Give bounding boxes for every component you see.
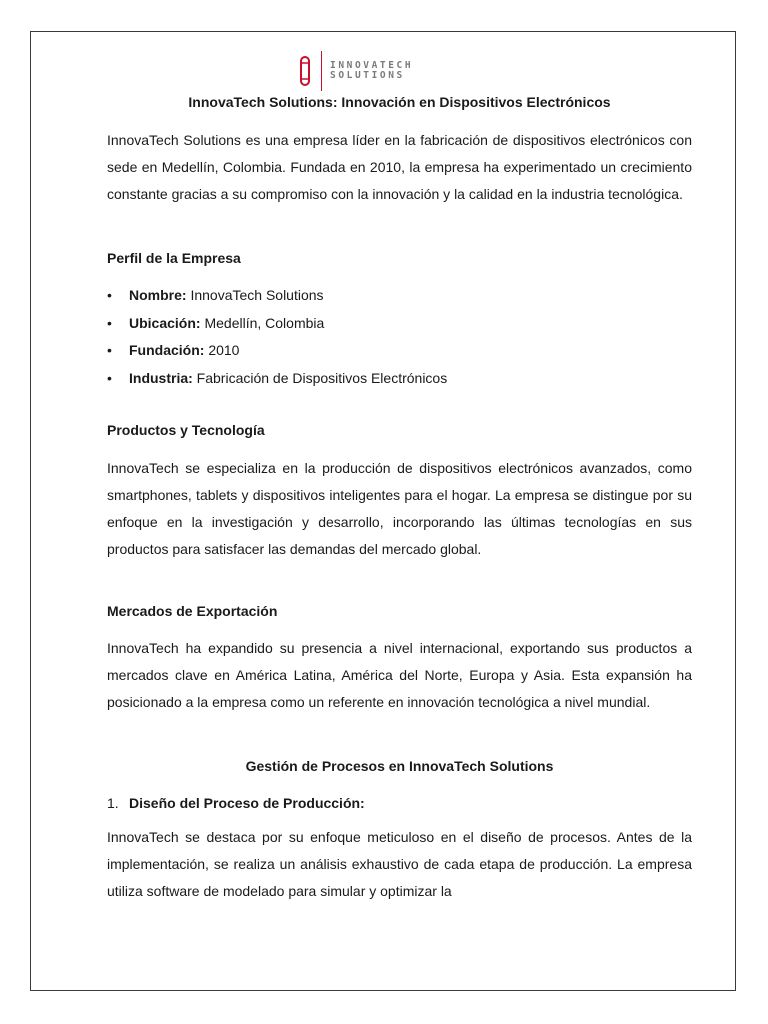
markets-paragraph: InnovaTech ha expandido su presencia a nivel internacional, exportando sus productos a mercados clave en América Latina, América del Norte, Europa y Asia. Esta expansión ha posicionado a la empresa como un referente en innovación tecnológica a nivel mundial.	[107, 640, 692, 710]
products-paragraph: InnovaTech se especializa en la producción de dispositivos electrónicos avanzados, como smartphones, tablets y dispositivos inteligentes para el hogar. La empresa se distingue por su enfoque en la investigación y desarrollo, incorporando las últimas tecnologías en sus productos para satisfacer las demandas del mercado global.	[107, 460, 692, 557]
item-title: Diseño del Proceso de Producción:	[129, 795, 365, 811]
item-value: InnovaTech Solutions	[186, 287, 324, 303]
item-label: Fundación:	[129, 342, 205, 358]
document-title: InnovaTech Solutions: Innovación en Dispositivos Electrónicos	[188, 94, 611, 110]
process-paragraph: InnovaTech se destaca por su enfoque meticuloso en el diseño de procesos. Antes de la implementación, se realiza un análisis exhaustivo de cada etapa de producción. La empresa utiliza software de modelado para simular y optimizar la	[107, 829, 692, 899]
list-item	[107, 337, 692, 365]
item-value: 2010	[204, 342, 240, 358]
products-heading: Productos y Tecnología	[107, 422, 265, 438]
process-item-1	[107, 795, 365, 811]
markets-heading: Mercados de Exportación	[107, 603, 278, 619]
profile-heading: Perfil de la Empresa	[107, 250, 241, 266]
list-item	[107, 282, 692, 310]
document-page	[30, 31, 736, 991]
list-item	[107, 365, 692, 393]
company-logo	[298, 50, 413, 92]
item-label: Industria:	[129, 369, 193, 386]
logo-wordmark	[330, 61, 413, 81]
item-label: Nombre:	[129, 287, 187, 303]
logo-mark-icon	[298, 56, 312, 86]
logo-line-1: INNOVATECH	[330, 60, 414, 71]
item-value: Fabricación de Dispositivos Electrónicos	[192, 369, 448, 386]
profile-list	[107, 282, 692, 392]
item-number: 1.	[107, 795, 119, 811]
intro-paragraph: InnovaTech Solutions es una empresa líder en la fabricación de dispositivos electrónicos con sede en Medellín, Colombia. Fundada en 2010, la empresa ha experimentado un crecimiento constante gracias a su compromiso con la innovación y la calidad en la industria tecnológica.	[107, 132, 692, 202]
logo-line-2: SOLUTIONS	[330, 70, 405, 81]
logo-separator	[321, 51, 322, 91]
item-label: Ubicación:	[129, 314, 201, 331]
process-heading: Gestión de Procesos en InnovaTech Solutions	[245, 758, 554, 774]
item-value: Medellín, Colombia	[200, 314, 325, 331]
list-item	[107, 310, 692, 338]
